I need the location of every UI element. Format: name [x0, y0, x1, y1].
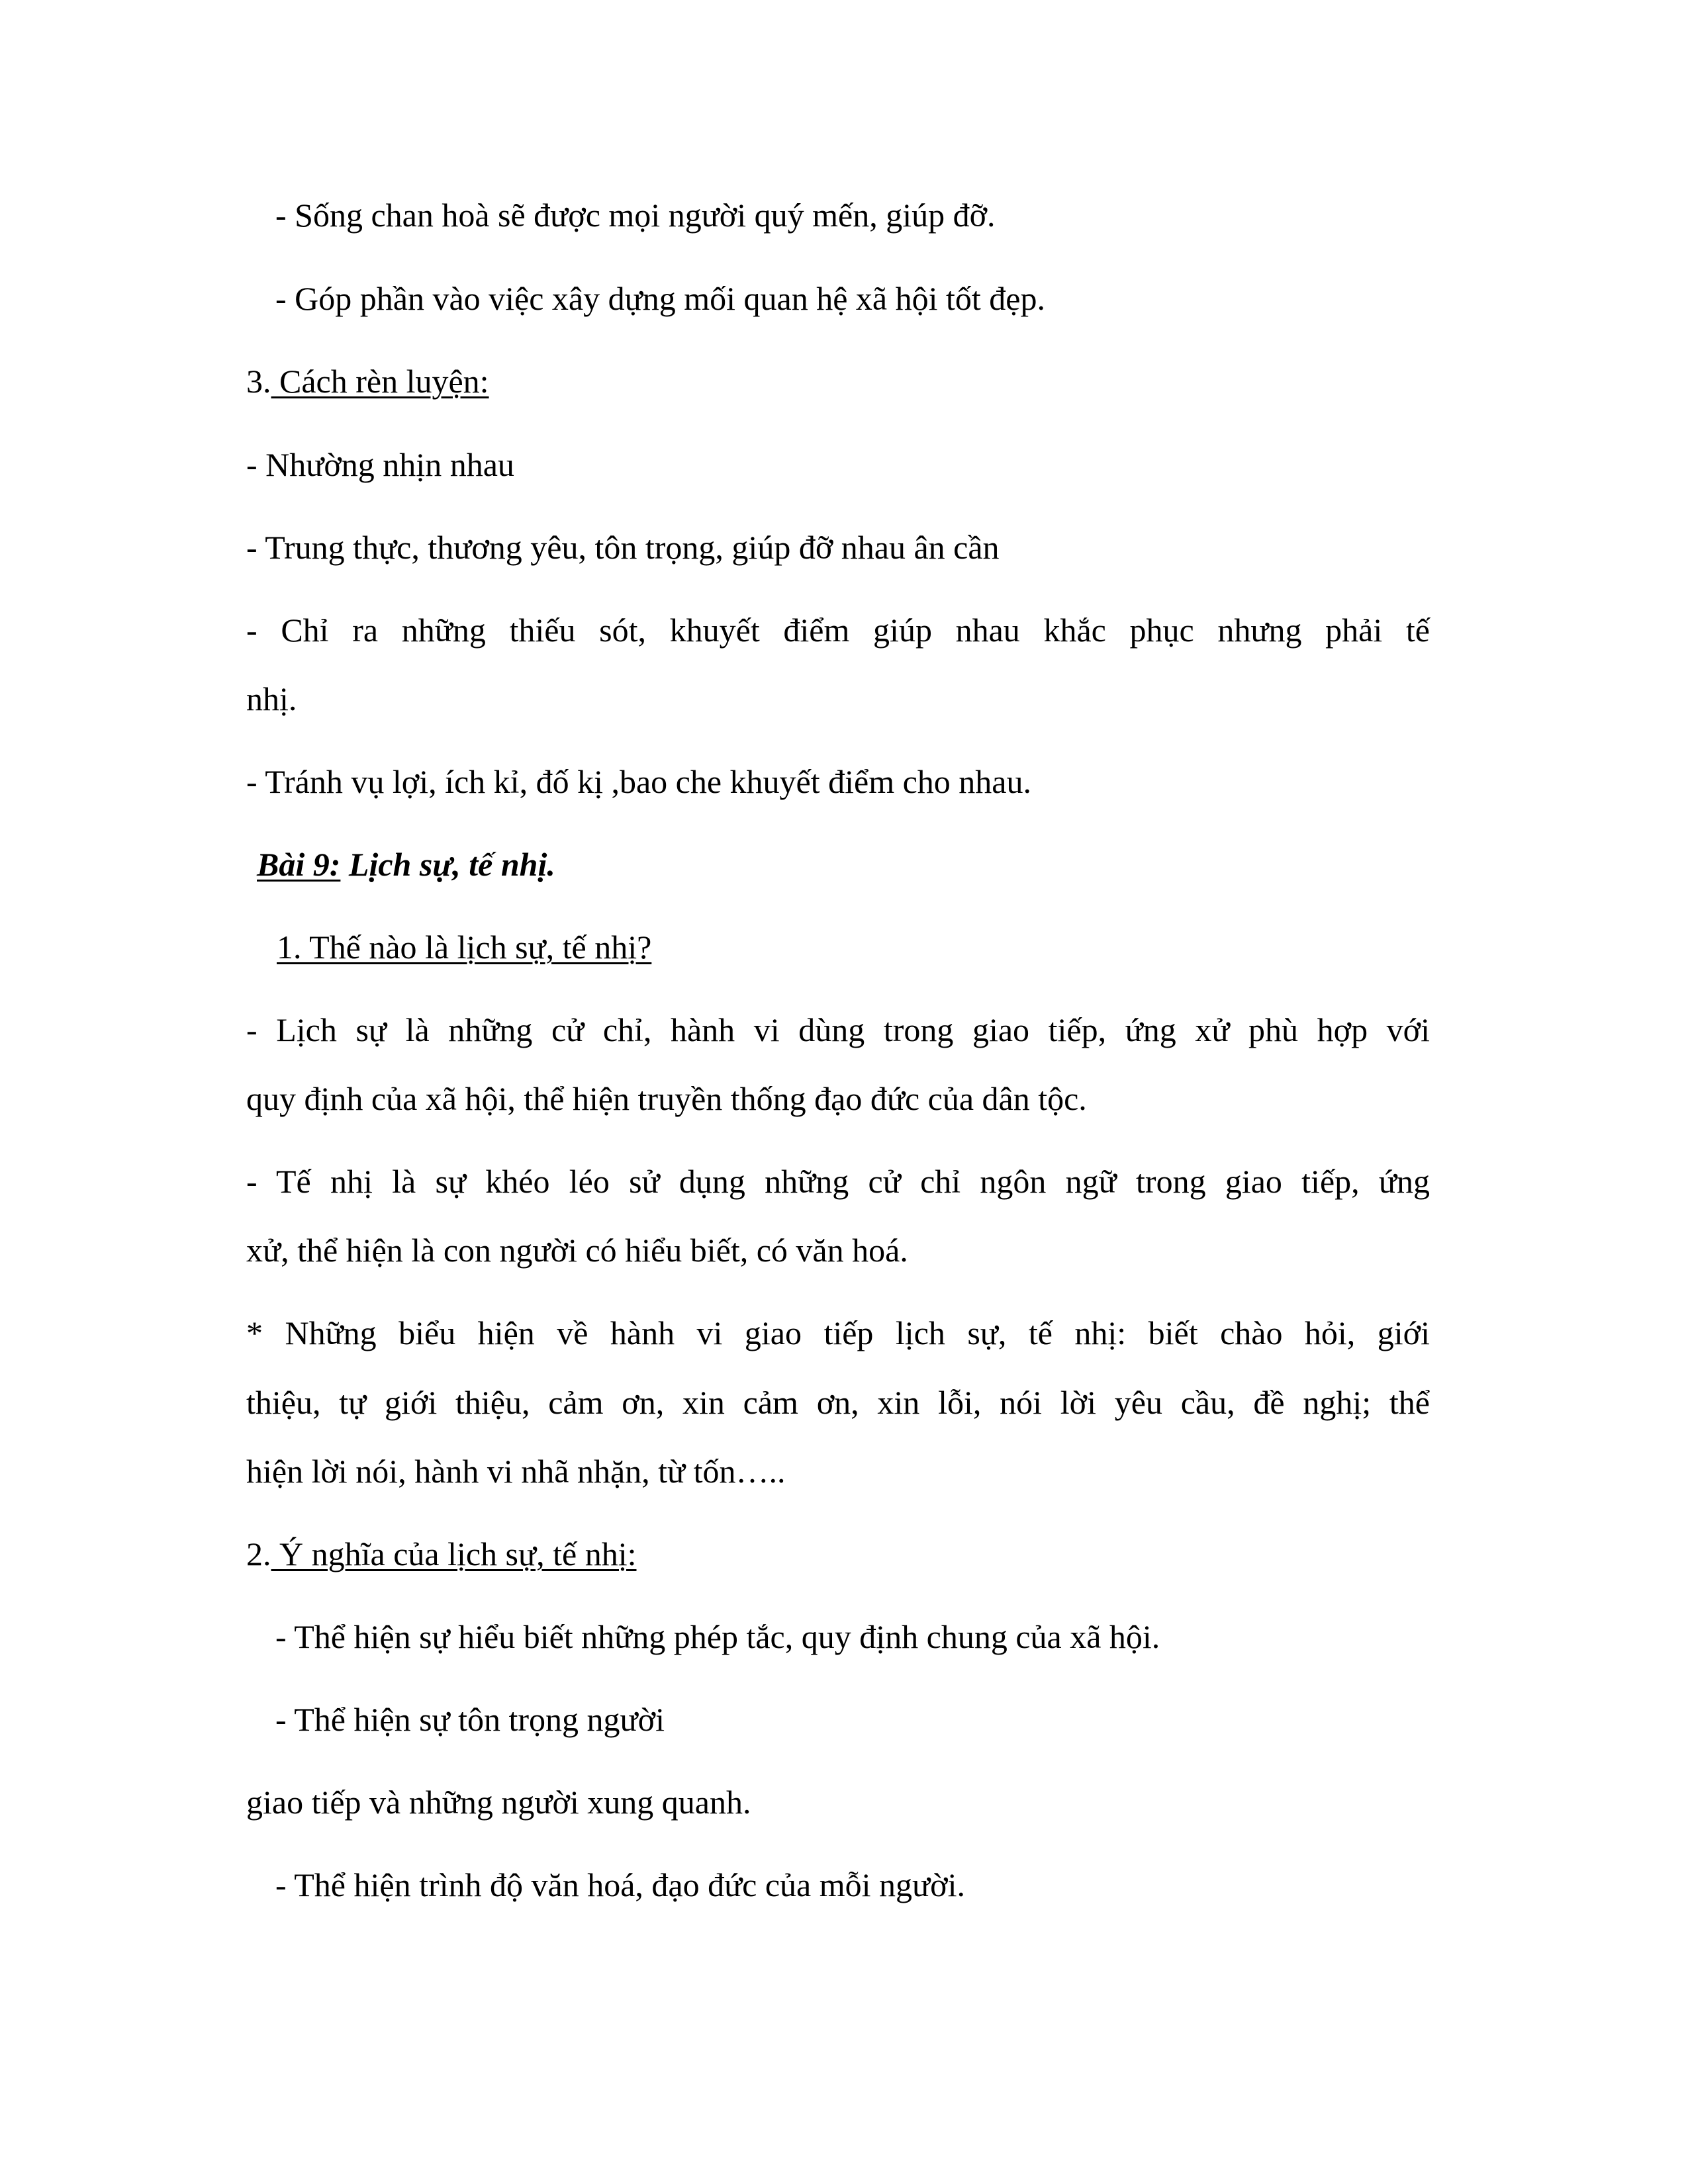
practice-item-1: - Nhường nhịn nhau	[246, 446, 514, 483]
definition-tact-line-2: xử, thể hiện là con người có hiểu biết, có văn hoá.	[246, 1232, 908, 1269]
significance-item-1: - Thể hiện sự hiểu biết những phép tắc, quy định chung của xã hội.	[275, 1618, 1160, 1655]
definition-politeness-line-1: - Lịch sự là những cử chỉ, hành vi dùng trong giao tiếp, ứng xử phù hợp với	[246, 1011, 1430, 1048]
examples-line-1: * Những biểu hiện về hành vi giao tiếp lịch sự, tế nhị: biết chào hỏi, giới	[246, 1314, 1430, 1351]
lesson-9-label: Bài 9:	[257, 846, 341, 883]
practice-heading-text: Cách rèn luyện:	[271, 363, 489, 400]
question-2-text: Ý nghĩa của lịch sự, tế nhị:	[271, 1535, 637, 1572]
definition-tact-line-1: - Tế nhị là sự khéo léo sử dụng những cử chỉ ngôn ngữ trong giao tiếp, ứng	[246, 1163, 1430, 1200]
practice-item-3-continued: nhị.	[246, 680, 297, 717]
significance-item-2: - Thể hiện sự tôn trọng người	[275, 1701, 665, 1738]
examples-line-3: hiện lời nói, hành vi nhã nhặn, từ tốn…..	[246, 1453, 786, 1490]
meaning-item-1: - Sống chan hoà sẽ được mọi người quý mến, giúp đỡ.	[275, 197, 996, 234]
practice-item-3: - Chỉ ra những thiếu sót, khuyết điểm giúp nhau khắc phục nhưng phải tế	[246, 612, 1430, 649]
practice-item-4: - Tránh vụ lợi, ích kỉ, đố kị ,bao che khuyết điểm cho nhau.	[246, 763, 1031, 800]
meaning-item-2: - Góp phần vào việc xây dựng mối quan hệ xã hội tốt đẹp.	[275, 280, 1045, 317]
examples-line-2: thiệu, tự giới thiệu, cảm ơn, xin cảm ơn, xin lỗi, nói lời yêu cầu, đề nghị; thể	[246, 1384, 1430, 1421]
question-1-heading: 1. Thế nào là lịch sự, tế nhị?	[277, 929, 652, 966]
lesson-9-title	[257, 848, 555, 881]
lesson-9-name: Lịch sự, tế nhị.	[340, 846, 555, 883]
question-2-heading	[246, 1537, 636, 1570]
practice-heading-number: 3.	[246, 363, 271, 400]
significance-item-2-continued: giao tiếp và những người xung quanh.	[246, 1784, 751, 1821]
significance-item-3: - Thể hiện trình độ văn hoá, đạo đức của mỗi người.	[275, 1866, 965, 1903]
practice-heading	[246, 365, 489, 398]
question-2-number: 2.	[246, 1535, 271, 1572]
practice-item-2: - Trung thực, thương yêu, tôn trọng, giúp đỡ nhau ân cần	[246, 529, 1000, 566]
definition-politeness-line-2: quy định của xã hội, thể hiện truyền thống đạo đức của dân tộc.	[246, 1080, 1087, 1117]
